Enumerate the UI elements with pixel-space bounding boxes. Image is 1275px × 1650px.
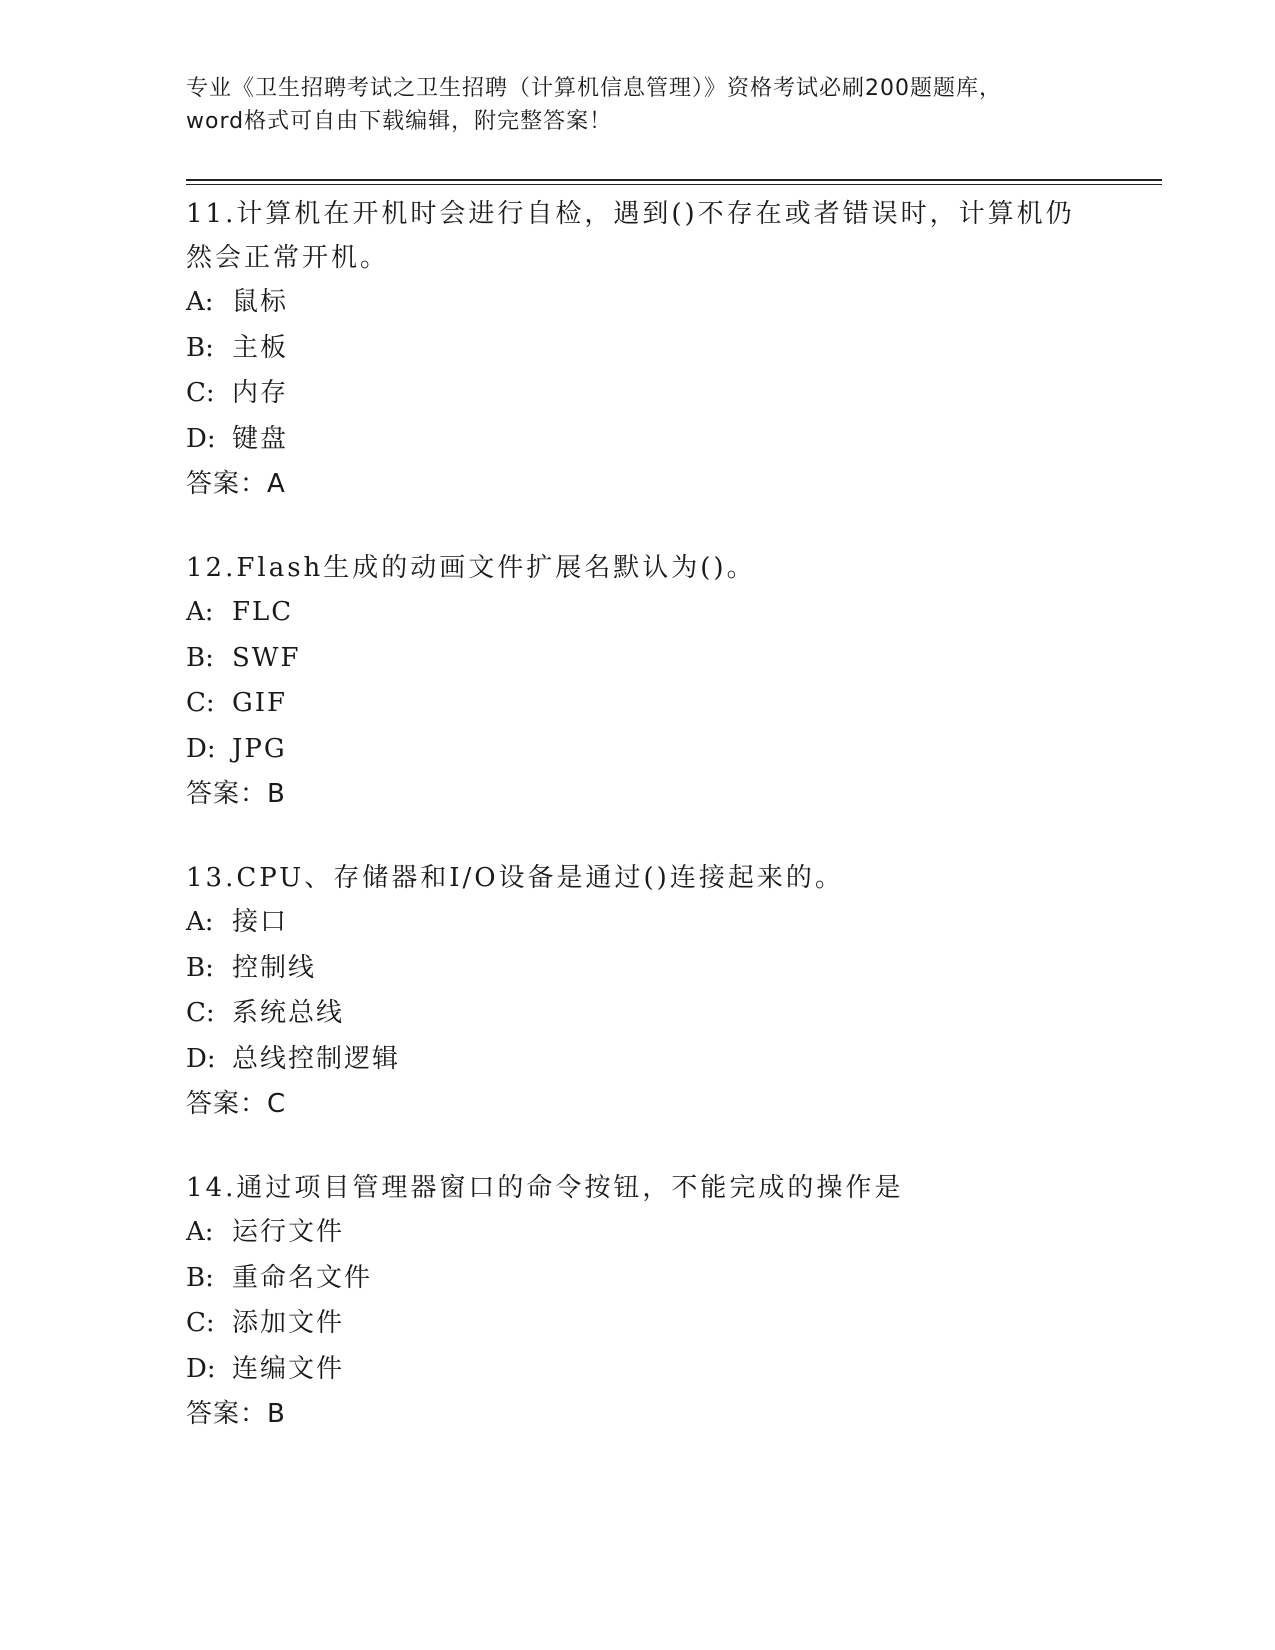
option-letter: C: xyxy=(186,378,215,409)
option-letter: B: xyxy=(186,1262,214,1293)
option-letter: B: xyxy=(186,332,214,363)
option-letter: A: xyxy=(186,906,214,937)
question-14 xyxy=(186,1166,1086,1438)
answer-line: 答案：A xyxy=(186,469,286,500)
question-12 xyxy=(186,546,1086,818)
option-a xyxy=(186,1210,1086,1256)
option-letter: A: xyxy=(186,596,214,627)
option-b xyxy=(186,636,1086,682)
option-b xyxy=(186,946,1086,992)
option-letter: C: xyxy=(186,688,215,719)
option-text: 键盘 xyxy=(232,423,289,454)
option-text: 内存 xyxy=(232,378,289,409)
option-c xyxy=(186,681,1086,727)
option-letter: D: xyxy=(186,1353,216,1384)
header-line-2: word格式可自由下载编辑，附完整答案！ xyxy=(186,109,613,134)
option-a xyxy=(186,280,1086,326)
question-stem: 12.Flash生成的动画文件扩展名默认为()。 xyxy=(186,552,756,583)
option-c xyxy=(186,991,1086,1037)
question-13 xyxy=(186,856,1086,1128)
answer-line: 答案：B xyxy=(186,779,286,810)
answer-line: 答案：C xyxy=(186,1089,287,1120)
option-c xyxy=(186,1301,1086,1347)
option-d xyxy=(186,417,1086,463)
option-c xyxy=(186,371,1086,417)
option-text: 添加文件 xyxy=(232,1308,345,1339)
question-list xyxy=(186,192,1086,1476)
option-text: 控制线 xyxy=(232,952,317,983)
question-stem: 13.CPU、存储器和I/O设备是通过()连接起来的。 xyxy=(186,862,844,893)
option-a xyxy=(186,900,1086,946)
option-text: 运行文件 xyxy=(232,1216,345,1247)
option-letter: C: xyxy=(186,998,215,1029)
option-text: 主板 xyxy=(232,332,289,363)
header-divider-thick xyxy=(186,179,1162,181)
option-a xyxy=(186,590,1086,636)
option-letter: D: xyxy=(186,423,216,454)
option-d xyxy=(186,1037,1086,1083)
question-stem-continued: 然会正常开机。 xyxy=(186,243,390,273)
option-letter: B: xyxy=(186,952,214,983)
option-text: 连编文件 xyxy=(232,1353,345,1384)
answer-line: 答案：B xyxy=(186,1399,286,1430)
option-text: 重命名文件 xyxy=(232,1262,373,1293)
option-d xyxy=(186,727,1086,773)
header-line-1: 专业《卫生招聘考试之卫生招聘（计算机信息管理）》资格考试必刷200题题库， xyxy=(186,76,1002,101)
option-letter: D: xyxy=(186,1043,216,1074)
option-d xyxy=(186,1347,1086,1393)
option-text: FLC xyxy=(232,596,294,627)
option-b xyxy=(186,1256,1086,1302)
option-text: GIF xyxy=(232,688,288,719)
header-divider-thin xyxy=(186,184,1162,185)
document-header xyxy=(186,72,1086,138)
option-text: 接口 xyxy=(232,906,289,937)
option-text: 系统总线 xyxy=(232,998,345,1029)
question-11 xyxy=(186,192,1086,508)
option-letter: B: xyxy=(186,642,214,673)
option-text: JPG xyxy=(232,733,287,764)
option-text: SWF xyxy=(232,642,301,673)
option-letter: D: xyxy=(186,733,216,764)
option-text: 总线控制逻辑 xyxy=(232,1043,401,1074)
question-stem: 14.通过项目管理器窗口的命令按钮，不能完成的操作是 xyxy=(186,1172,904,1203)
option-letter: C: xyxy=(186,1308,215,1339)
question-stem: 11.计算机在开机时会进行自检，遇到()不存在或者错误时，计算机仍 xyxy=(186,199,1075,229)
option-b xyxy=(186,326,1086,372)
option-letter: A: xyxy=(186,1216,214,1247)
option-text: 鼠标 xyxy=(232,287,289,317)
option-letter: A: xyxy=(186,287,214,317)
